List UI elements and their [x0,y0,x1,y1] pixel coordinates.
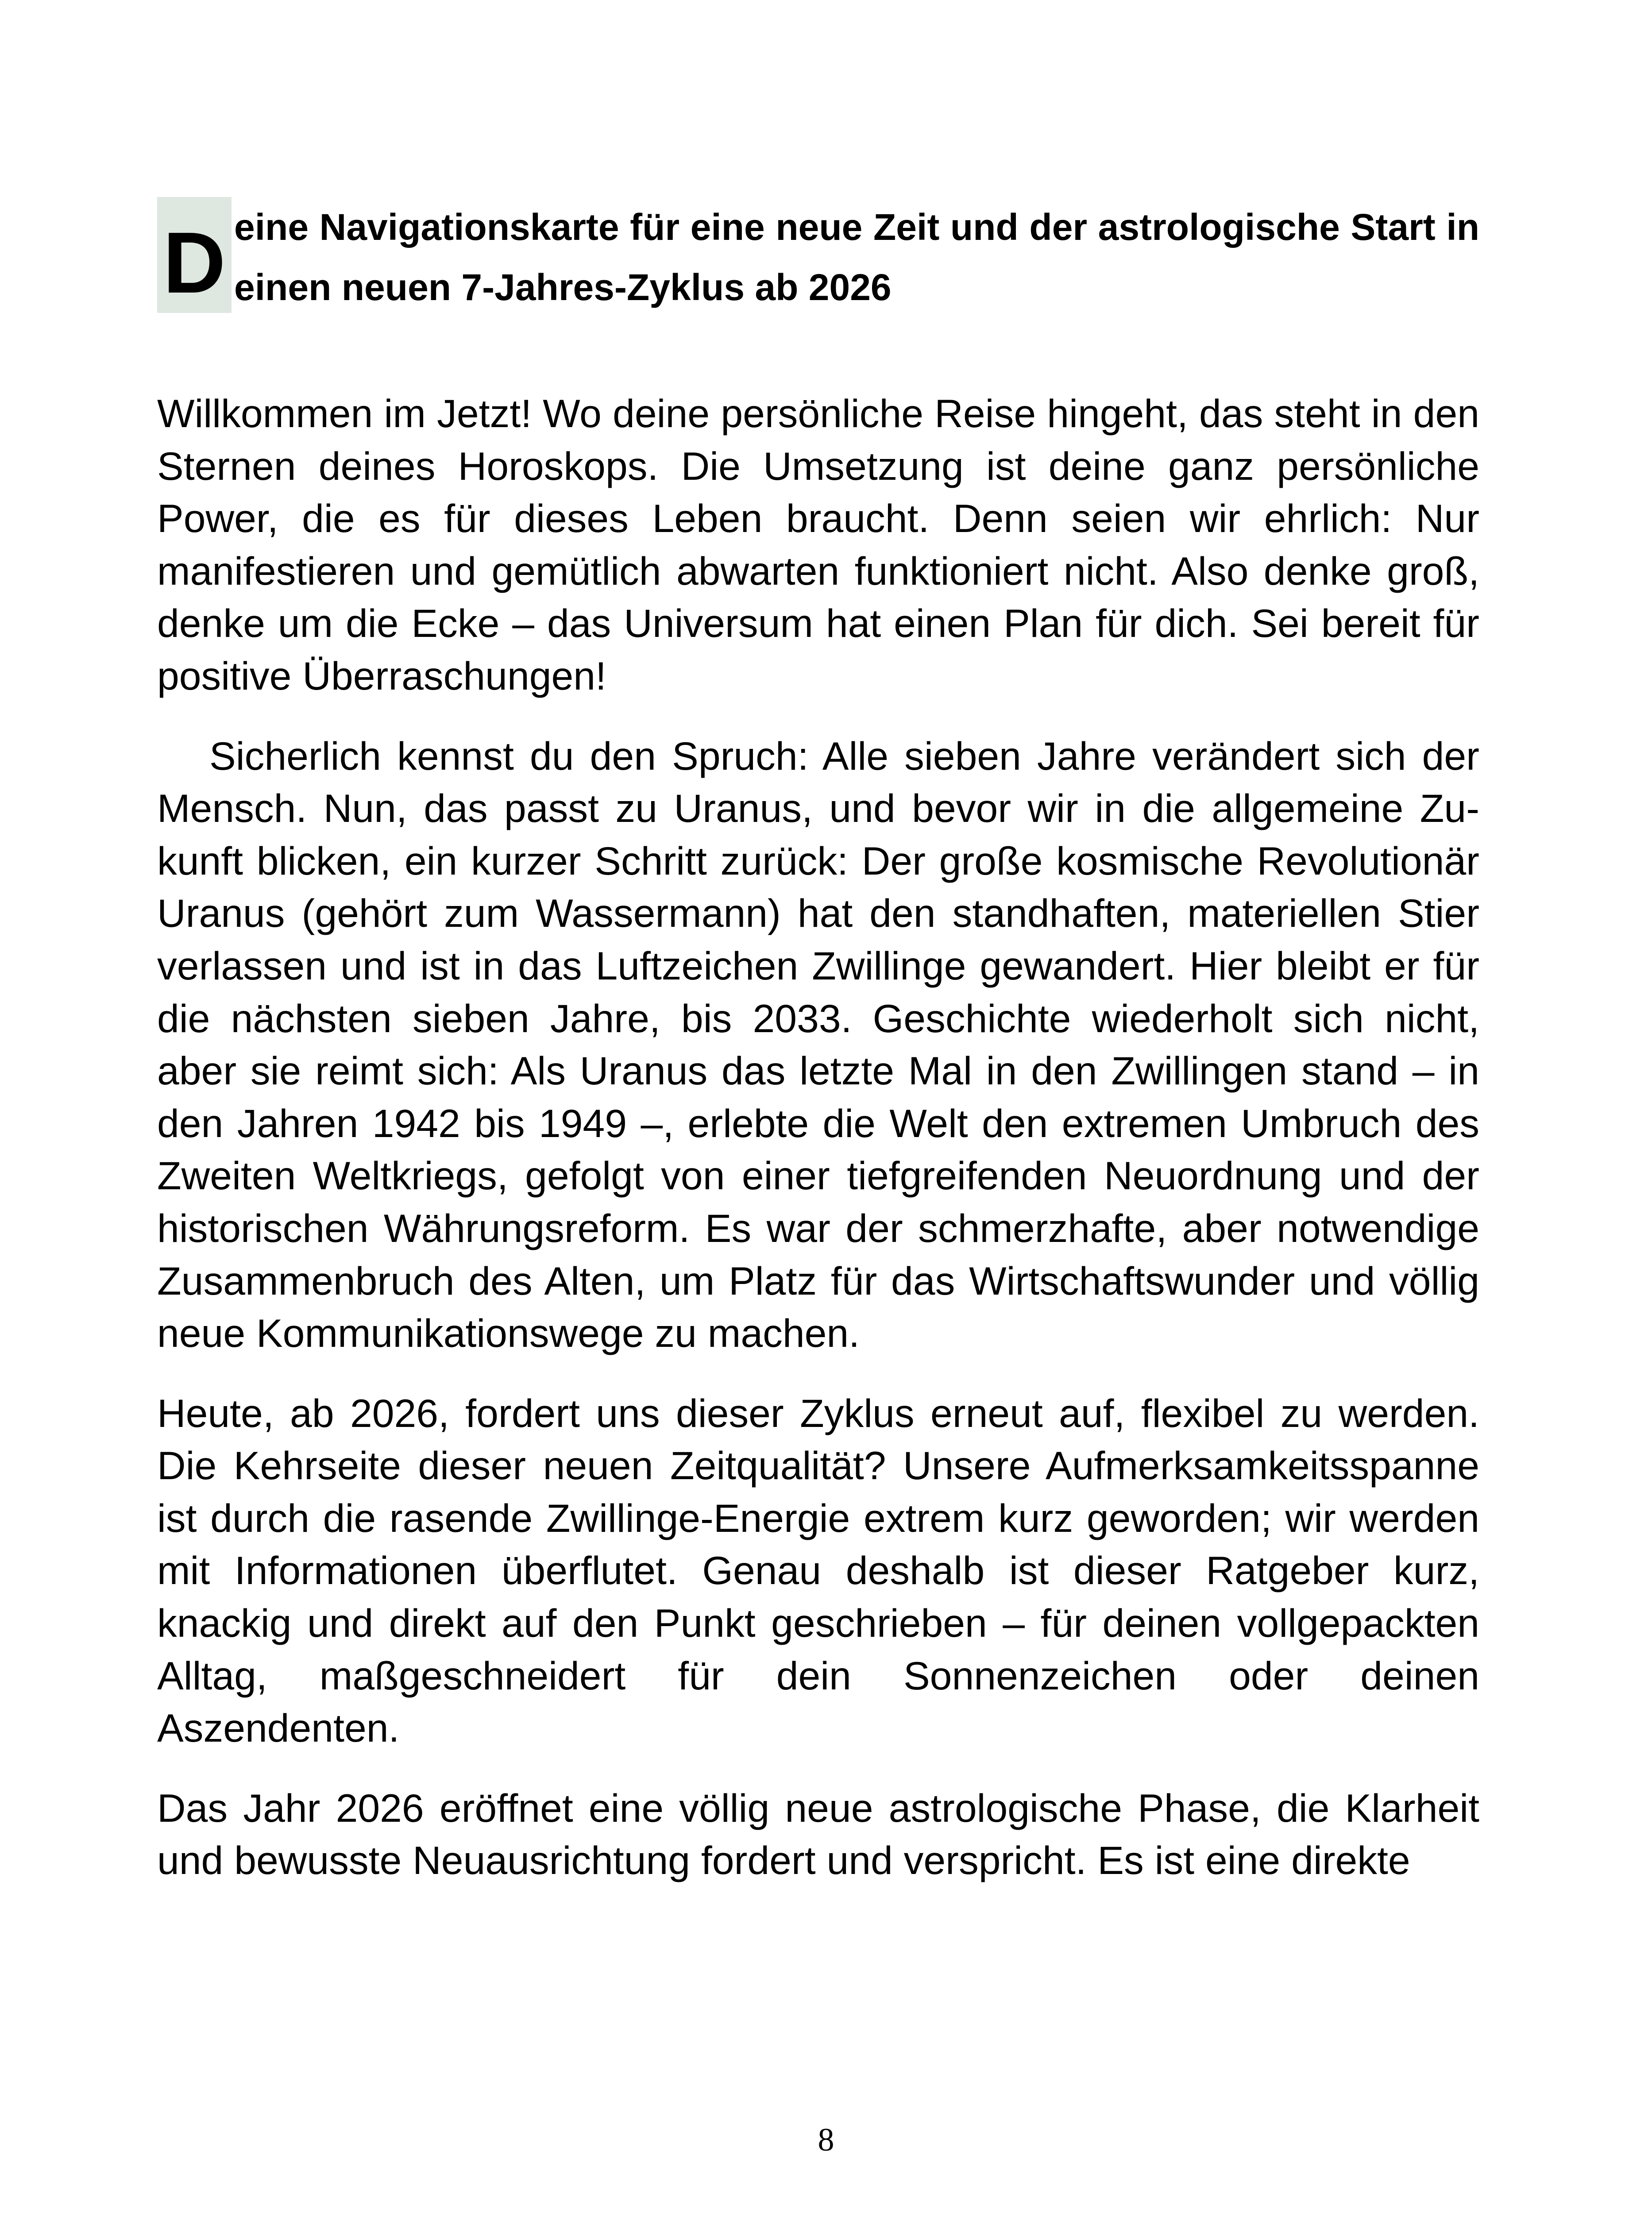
paragraph-3: Heute, ab 2026, fordert uns dieser Zyklus erneut auf, flexibel zu werden. Die Kehrseite dieser neuen Zeitqualität? Unsere Aufmerksamkeitsspanne ist durch die rasende Zwillinge-Energie extrem kurz geworden; wir werden mit Informationen überflutet. Genau deshalb ist dieser Ratgeber kurz, knackig und direkt auf den Punkt geschrieben – für deinen vollgepackten Alltag, maßgeschneidert für dein Sonnenzeichen oder deinen Aszendenten. [157,1391,1479,1750]
page-content [157,197,1479,1914]
chapter-heading [157,197,1479,317]
page-number: 8 [818,2122,834,2158]
paragraph-2: Sicherlich kennst du den Spruch: Alle sieben Jahre verändert sich der Mensch. Nun, das passt zu Uranus, und bevor wir in die allgemeine Zukunft blicken, ein kurzer Schritt zurück: Der große kosmische Revolutionär Uranus (gehört zum Wassermann) hat den standhaften, materiellen Stier verlassen und ist in das Luftzeichen Zwillinge gewandert. Hier bleibt er für die nächsten sieben Jahre, bis 2033. Geschichte wiederholt sich nicht, aber sie reimt sich: Als Uranus das letzte Mal in den Zwillingen stand – in den Jahren 1942 bis 1949 –, erlebte die Welt den extremen Umbruch des Zweiten Weltkriegs, gefolgt von einer tiefgreifenden Neuordnung und der historischen Währungsreform. Es war der schmerzhafte, aber notwendige Zusammenbruch des Alten, um Platz für das Wirtschaftswunder und völlig neue Kommunikationswege zu machen. [157,733,1479,1356]
drop-cap: D [157,197,232,313]
paragraph-1: Willkommen im Jetzt! Wo deine persönliche Reise hingeht, das steht in den Sternen deines Horoskops. Die Umsetzung ist deine ganz persönliche Power, die es für dieses Leben braucht. Denn seien wir ehrlich: Nur manifestieren und gemütlich abwarten funktioniert nicht. Also denke groß, denke um die Ecke – das Universum hat einen Plan für dich. Sei bereit für positive Überraschungen! [157,391,1479,698]
chapter-heading-text: eine Navigationskarte für eine neue Zeit und der astrologische Start in einen neuen 7-Jahres-Zyklus ab 2026 [234,206,1479,308]
paragraph-4: Das Jahr 2026 eröffnet eine völlig neue astrologische Phase, die Klarheit und bewusste Neuausrichtung fordert und verspricht. Es ist eine direkte [157,1785,1479,1883]
